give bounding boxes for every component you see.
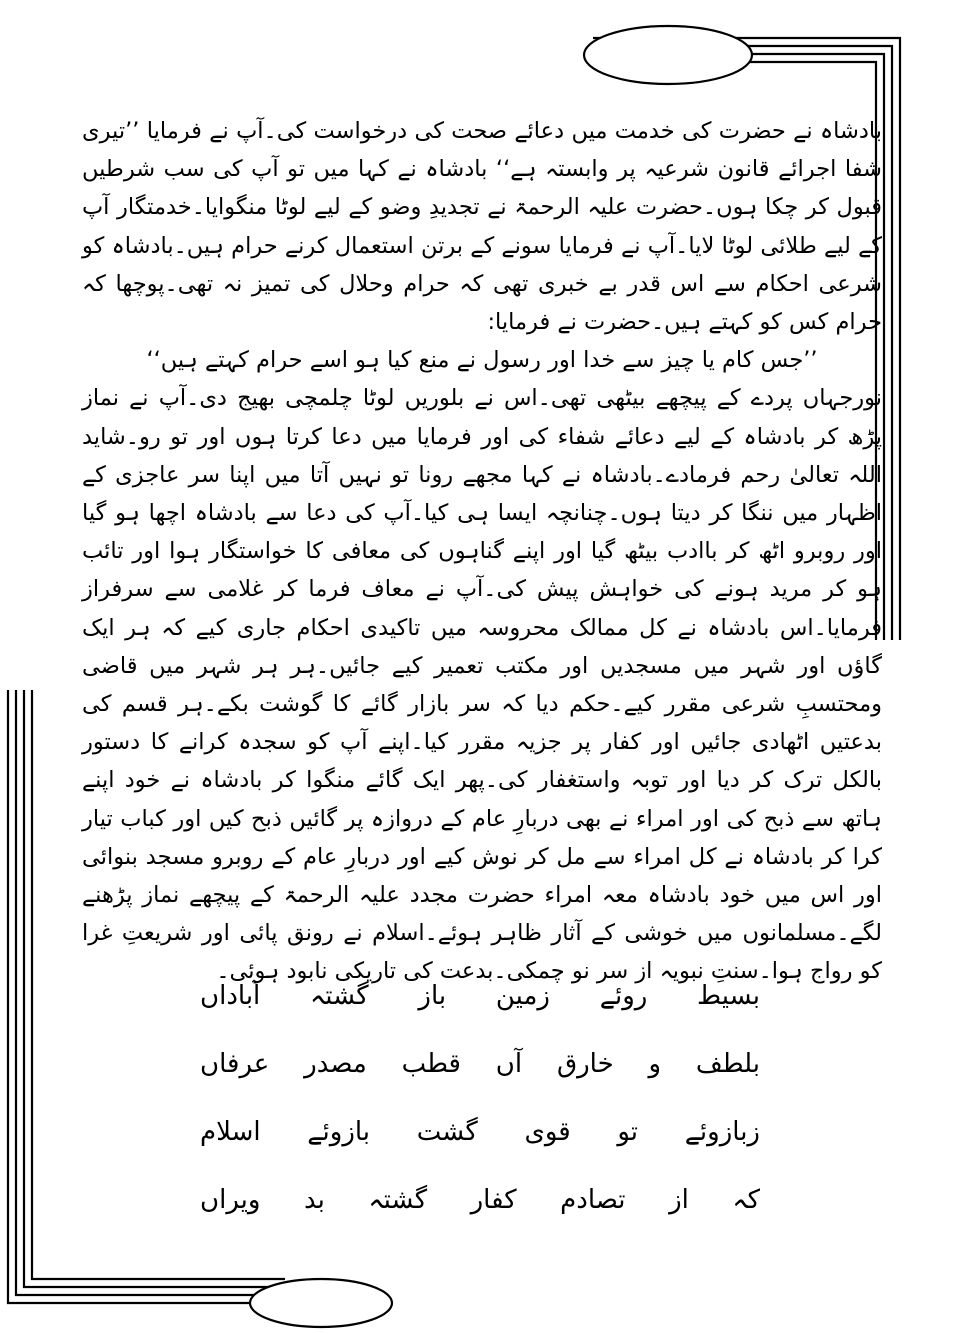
verse-line-3: زبازوئے تو قوی گشت بازوئے اسلام bbox=[200, 1117, 760, 1147]
verse-line-1: بسیط روئے زمین باز گشتہ آباداں bbox=[200, 981, 760, 1011]
paragraph-2: نورجہاں پردے کے پیچھے بیٹھی تھی۔اس نے بلوریں لوٹا چلمچی بھیج دی۔آپ نے نماز پڑھ کر بادشاہ کے لیے دعائے شفاء کی اور فرمایا میں دعا کرتا ہوں اور تو رو۔شاید اللہ تعالیٰ رحم فرمادے۔بادشاہ نے کہا مجھے رونا تو نہیں آتا میں اپنا سر عاجزی کے اظہار میں ننگا کر دیتا ہوں۔چنانچہ ایسا ہی کیا۔آپ کی دعا سے بادشاہ اچھا ہو گیا اور روبرو اٹھ کر باادب بیٹھ گیا اور اپنے گناہوں کی معافی کا خواستگار ہوا اور تائب ہو کر مرید ہونے کی خواہش پیش کی۔آپ نے معاف فرما کر غلامی سے سرفراز فرمایا۔اس بادشاہ نے کل ممالک محروسہ میں تاکیدی احکام جاری کیے کہ ہر ایک گاؤں اور شہر میں مسجدیں اور مکتب تعمیر کیے جائیں۔ہر ہر شہر میں قاضی ومحتسبِ شرعی مقرر کیے۔حکم دیا کہ سر بازار گائے کا گوشت بکے۔ہر قسم کی بدعتیں اٹھادی جائیں اور کفار پر جزیہ مقرر کیا۔اپنے آپ کو سجدہ کرانے کا دستور بالکل ترک کر دیا اور توبہ واستغفار کی۔پھر ایک گائے منگوا کر بادشاہ نے خود اپنے ہاتھ سے ذبح کی اور امراء نے بھی دربارِ عام کے دروازہ پر گائیں ذبح کیں اور کباب تیار کرا کر بادشاہ نے کل امراء سے مل کر نوش کیے اور دربارِ عام کے روبرو مسجد بنوائی اور اس میں خود بادشاہ معہ امراء حضرت مجدد علیہ الرحمۃ کے پیچھے نماز پڑھنے لگے۔مسلمانوں میں خوشی کے آثار ظاہر ہوئے۔اسلام نے رونق پائی اور شریعتِ غرا کو رواج ہوا۔سنتِ نبویہ از سر نو چمکی۔بدعت کی تاریکی نابود ہوئی۔ bbox=[82, 385, 882, 985]
body-text bbox=[82, 112, 882, 991]
verse-line-2: بلطف و خارق آں قطب مصدر عرفاں bbox=[200, 1049, 760, 1079]
quoted-definition: ’’جس کام یا چیز سے خدا اور رسول نے منع کیا ہو اسے حرام کہتے ہیں‘‘ bbox=[146, 347, 818, 374]
persian-verses bbox=[200, 962, 760, 1234]
paragraph-1: بادشاہ نے حضرت کی خدمت میں دعائے صحت کی درخواست کی۔آپ نے فرمایا ’’تیری شفا اجرائے قانون شرعیہ پر وابستہ ہے‘‘ بادشاہ نے کہا میں تو آپ کی سب شرطیں قبول کر چکا ہوں۔حضرت علیہ الرحمۃ نے تجدیدِ وضو کے لیے لوٹا منگوایا۔خدمتگار آپ کے لیے طلائی لوٹا لایا۔آپ نے فرمایا سونے کے برتن استعمال کرنے حرام ہیں۔بادشاہ کو شرعی احکام سے اس قدر بے خبری تھی کہ حرام وحلال کی تمیز نہ تھی۔پوچھا کہ حرام کس کو کہتے ہیں۔حضرت نے فرمایا: bbox=[82, 118, 882, 336]
verse-line-4: کہ از تصادم کفار گشتہ بد ویراں bbox=[200, 1185, 760, 1215]
bottom-oval-ornament bbox=[250, 1279, 392, 1327]
top-oval-ornament bbox=[584, 26, 752, 84]
